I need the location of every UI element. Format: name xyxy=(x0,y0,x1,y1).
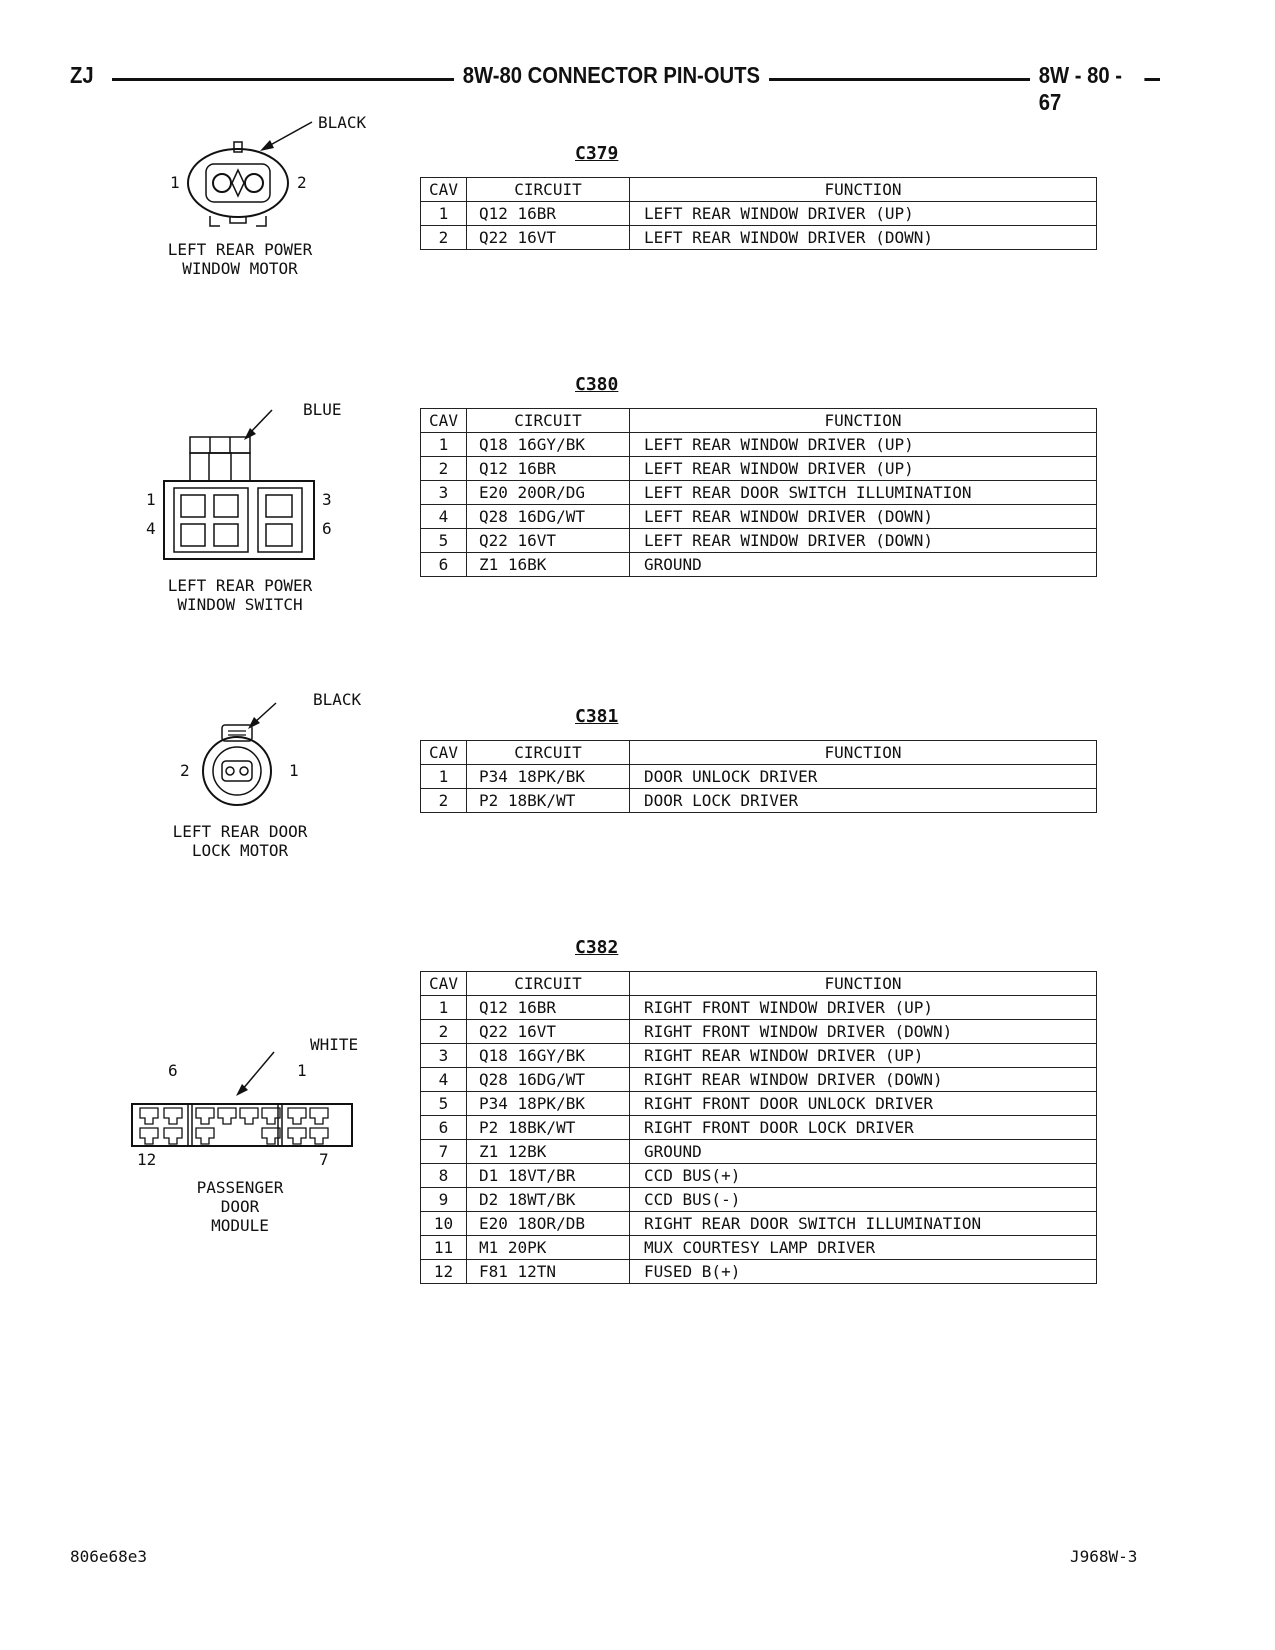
wire-color-label-c380: BLUE xyxy=(303,400,342,419)
cav-cell: 12 xyxy=(421,1260,467,1284)
function-cell: RIGHT FRONT DOOR UNLOCK DRIVER xyxy=(630,1092,1097,1116)
cav-cell: 1 xyxy=(421,765,467,789)
component-name-c380 xyxy=(160,576,320,614)
col-cav: CAV xyxy=(421,178,467,202)
table-row xyxy=(421,457,1097,481)
circuit-cell: E20 18OR/DB xyxy=(467,1212,630,1236)
circuit-cell: D2 18WT/BK xyxy=(467,1188,630,1212)
circuit-cell: Q22 16VT xyxy=(467,529,630,553)
function-cell: GROUND xyxy=(630,553,1097,577)
circuit-cell: Q12 16BR xyxy=(467,996,630,1020)
cav-cell: 2 xyxy=(421,1020,467,1044)
function-cell: RIGHT FRONT WINDOW DRIVER (UP) xyxy=(630,996,1097,1020)
function-cell: LEFT REAR WINDOW DRIVER (UP) xyxy=(630,433,1097,457)
function-cell: RIGHT FRONT WINDOW DRIVER (DOWN) xyxy=(630,1020,1097,1044)
function-cell: LEFT REAR WINDOW DRIVER (DOWN) xyxy=(630,505,1097,529)
table-row xyxy=(421,529,1097,553)
component-name-line: LEFT REAR POWER xyxy=(167,576,313,595)
circuit-cell: Z1 12BK xyxy=(467,1140,630,1164)
table-row xyxy=(421,226,1097,250)
cav-cell: 7 xyxy=(421,1140,467,1164)
cav-cell: 11 xyxy=(421,1236,467,1260)
footer-right-code: J968W-3 xyxy=(1070,1547,1138,1566)
table-header-row xyxy=(421,972,1097,996)
circuit-cell: P2 18BK/WT xyxy=(467,789,630,813)
connector-diagram-c379 xyxy=(150,120,370,250)
function-cell: GROUND xyxy=(630,1140,1097,1164)
wire-color-label-c381: BLACK xyxy=(313,690,362,709)
pin-label: 4 xyxy=(146,519,156,538)
wire-color-label-c382: WHITE xyxy=(310,1035,359,1054)
table-row xyxy=(421,1020,1097,1044)
header-page-number: 8W - 80 - 67 xyxy=(1030,62,1144,116)
cav-cell: 1 xyxy=(421,433,467,457)
function-cell: LEFT REAR WINDOW DRIVER (UP) xyxy=(630,457,1097,481)
circuit-cell: Q12 16BR xyxy=(467,457,630,481)
connector-title-c381: C381 xyxy=(575,706,619,727)
header-left: ZJ xyxy=(70,62,101,89)
col-function: FUNCTION xyxy=(630,741,1097,765)
col-circuit: CIRCUIT xyxy=(467,178,630,202)
col-circuit: CIRCUIT xyxy=(467,741,630,765)
page-header xyxy=(70,62,1160,115)
cav-cell: 6 xyxy=(421,553,467,577)
pinout-table-c381 xyxy=(420,740,1097,813)
col-circuit: CIRCUIT xyxy=(467,409,630,433)
function-cell: LEFT REAR WINDOW DRIVER (DOWN) xyxy=(630,226,1097,250)
col-function: FUNCTION xyxy=(630,178,1097,202)
connector-title-c380: C380 xyxy=(575,374,619,395)
connector-diagram-c382 xyxy=(130,1040,360,1160)
component-name-line: WINDOW SWITCH xyxy=(177,595,303,614)
connector-diagram-c380 xyxy=(150,400,370,570)
cav-cell: 3 xyxy=(421,1044,467,1068)
circuit-cell: Q22 16VT xyxy=(467,226,630,250)
table-row xyxy=(421,1236,1097,1260)
pinout-table-c382 xyxy=(420,971,1097,1284)
circuit-cell: Q18 16GY/BK xyxy=(467,1044,630,1068)
component-name-line: PASSENGER xyxy=(196,1178,284,1197)
circuit-cell: Q28 16DG/WT xyxy=(467,1068,630,1092)
pin-label: 2 xyxy=(180,761,190,780)
function-cell: RIGHT FRONT DOOR LOCK DRIVER xyxy=(630,1116,1097,1140)
col-circuit: CIRCUIT xyxy=(467,972,630,996)
table-row xyxy=(421,996,1097,1020)
connector-diagram-c381 xyxy=(190,695,330,815)
function-cell: RIGHT REAR DOOR SWITCH ILLUMINATION xyxy=(630,1212,1097,1236)
function-cell: RIGHT REAR WINDOW DRIVER (UP) xyxy=(630,1044,1097,1068)
pin-label: 1 xyxy=(170,173,180,192)
cav-cell: 5 xyxy=(421,1092,467,1116)
col-cav: CAV xyxy=(421,409,467,433)
function-cell: CCD BUS(-) xyxy=(630,1188,1097,1212)
component-name-c379 xyxy=(160,240,320,278)
function-cell: DOOR LOCK DRIVER xyxy=(630,789,1097,813)
circuit-cell: F81 12TN xyxy=(467,1260,630,1284)
circuit-cell: D1 18VT/BR xyxy=(467,1164,630,1188)
table-row xyxy=(421,765,1097,789)
col-cav: CAV xyxy=(421,972,467,996)
cav-cell: 9 xyxy=(421,1188,467,1212)
table-row xyxy=(421,1116,1097,1140)
circuit-cell: E20 20OR/DG xyxy=(467,481,630,505)
component-name-line: LOCK MOTOR xyxy=(191,841,289,860)
component-name-line: MODULE xyxy=(211,1216,269,1235)
circuit-cell: P2 18BK/WT xyxy=(467,1116,630,1140)
component-name-line: LEFT REAR DOOR xyxy=(172,822,308,841)
component-name-line: WINDOW MOTOR xyxy=(182,259,298,278)
table-header-row xyxy=(421,409,1097,433)
component-name-line: LEFT REAR POWER xyxy=(167,240,313,259)
circuit-cell: M1 20PK xyxy=(467,1236,630,1260)
pin-label: 1 xyxy=(289,761,299,780)
function-cell: LEFT REAR DOOR SWITCH ILLUMINATION xyxy=(630,481,1097,505)
table-row xyxy=(421,1260,1097,1284)
cav-cell: 2 xyxy=(421,789,467,813)
cav-cell: 10 xyxy=(421,1212,467,1236)
component-name-line: DOOR xyxy=(220,1197,260,1216)
table-header-row xyxy=(421,741,1097,765)
pin-label: 1 xyxy=(146,490,156,509)
cav-cell: 4 xyxy=(421,505,467,529)
header-title: 8W-80 CONNECTOR PIN-OUTS xyxy=(454,62,769,89)
pinout-table-c380 xyxy=(420,408,1097,577)
function-cell: LEFT REAR WINDOW DRIVER (DOWN) xyxy=(630,529,1097,553)
function-cell: CCD BUS(+) xyxy=(630,1164,1097,1188)
table-row xyxy=(421,789,1097,813)
component-name-c381 xyxy=(160,822,320,860)
table-row xyxy=(421,1164,1097,1188)
table-row xyxy=(421,1068,1097,1092)
cav-cell: 5 xyxy=(421,529,467,553)
table-row xyxy=(421,505,1097,529)
function-cell: MUX COURTESY LAMP DRIVER xyxy=(630,1236,1097,1260)
circuit-cell: Q12 16BR xyxy=(467,202,630,226)
footer-left-code: 806e68e3 xyxy=(70,1547,148,1566)
table-header-row xyxy=(421,178,1097,202)
table-row xyxy=(421,1212,1097,1236)
table-row xyxy=(421,1092,1097,1116)
component-name-c382 xyxy=(160,1178,320,1235)
pin-label: 1 xyxy=(297,1061,307,1080)
circuit-cell: Q28 16DG/WT xyxy=(467,505,630,529)
table-row xyxy=(421,1140,1097,1164)
pin-label: 6 xyxy=(322,519,332,538)
pinout-table-c379 xyxy=(420,177,1097,250)
circuit-cell: Q18 16GY/BK xyxy=(467,433,630,457)
circuit-cell: Q22 16VT xyxy=(467,1020,630,1044)
cav-cell: 8 xyxy=(421,1164,467,1188)
pin-label: 6 xyxy=(168,1061,178,1080)
cav-cell: 3 xyxy=(421,481,467,505)
table-row xyxy=(421,1188,1097,1212)
connector-title-c379: C379 xyxy=(575,143,619,164)
function-cell: LEFT REAR WINDOW DRIVER (UP) xyxy=(630,202,1097,226)
col-cav: CAV xyxy=(421,741,467,765)
pin-label: 12 xyxy=(137,1150,157,1169)
col-function: FUNCTION xyxy=(630,972,1097,996)
connector-title-c382: C382 xyxy=(575,937,619,958)
pin-label: 7 xyxy=(319,1150,329,1169)
function-cell: RIGHT REAR WINDOW DRIVER (DOWN) xyxy=(630,1068,1097,1092)
function-cell: FUSED B(+) xyxy=(630,1260,1097,1284)
pin-label: 2 xyxy=(297,173,307,192)
circuit-cell: Z1 16BK xyxy=(467,553,630,577)
circuit-cell: P34 18PK/BK xyxy=(467,1092,630,1116)
table-row xyxy=(421,1044,1097,1068)
table-row xyxy=(421,553,1097,577)
pin-label: 3 xyxy=(322,490,332,509)
table-row xyxy=(421,433,1097,457)
wire-color-label-c379: BLACK xyxy=(318,113,367,132)
cav-cell: 6 xyxy=(421,1116,467,1140)
cav-cell: 2 xyxy=(421,226,467,250)
cav-cell: 4 xyxy=(421,1068,467,1092)
table-row xyxy=(421,481,1097,505)
function-cell: DOOR UNLOCK DRIVER xyxy=(630,765,1097,789)
cav-cell: 2 xyxy=(421,457,467,481)
cav-cell: 1 xyxy=(421,202,467,226)
circuit-cell: P34 18PK/BK xyxy=(467,765,630,789)
cav-cell: 1 xyxy=(421,996,467,1020)
col-function: FUNCTION xyxy=(630,409,1097,433)
table-row xyxy=(421,202,1097,226)
